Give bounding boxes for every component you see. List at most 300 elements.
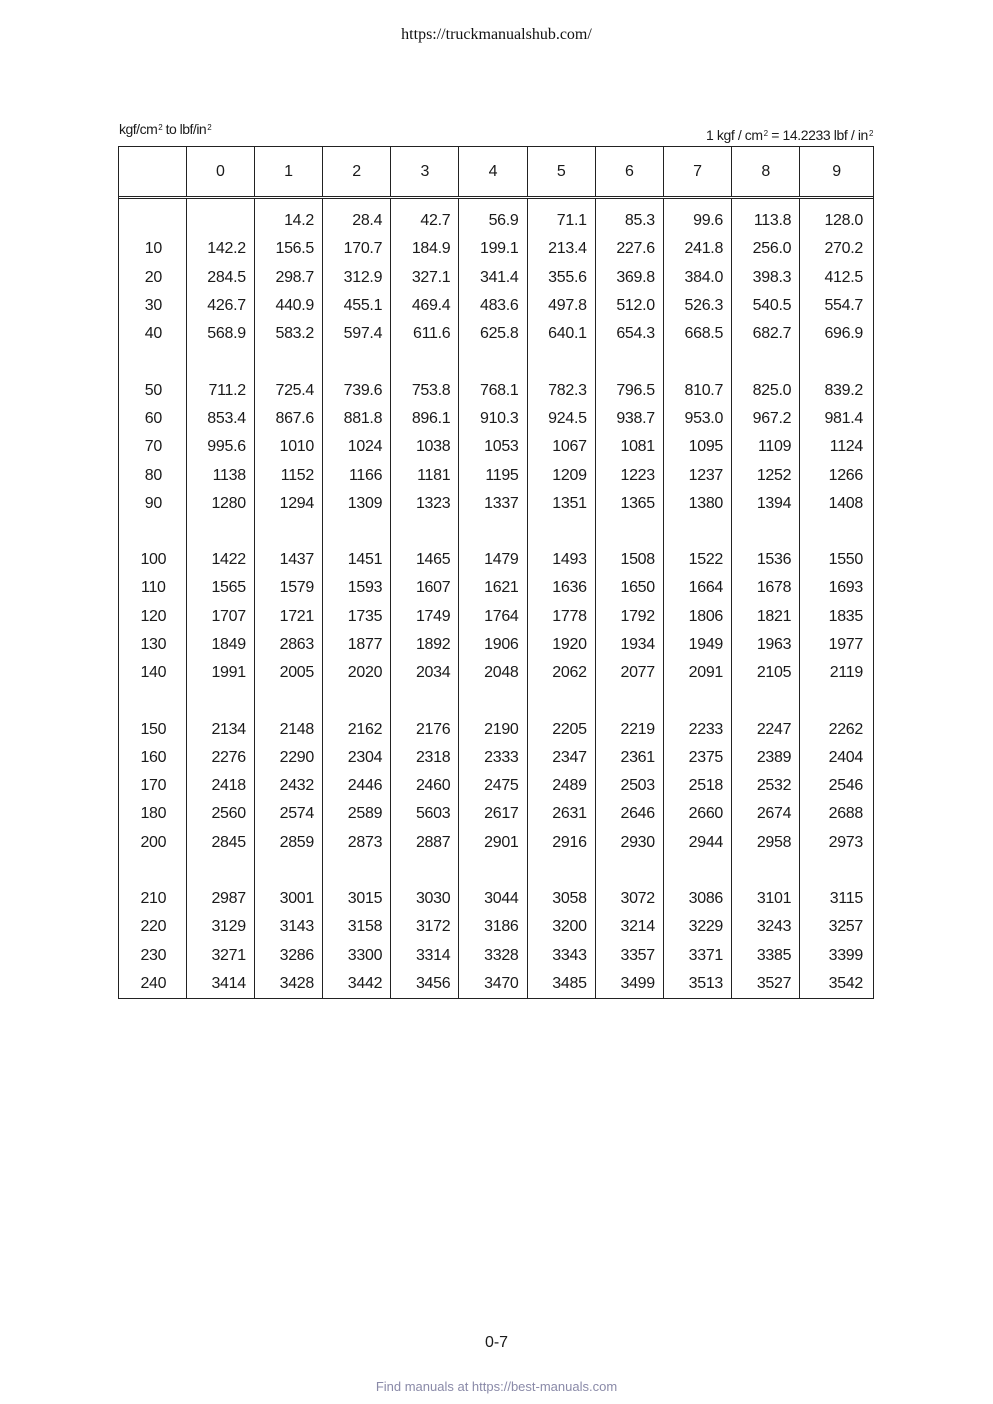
row-label: 80 [119, 461, 186, 489]
table-cell: 540.5 [732, 292, 800, 320]
table-cell: 142.2 [186, 235, 254, 263]
table-cell: 3527 [732, 970, 800, 998]
table-row [119, 772, 873, 800]
table-cell: 3186 [459, 913, 527, 941]
table-cell: 3086 [663, 885, 731, 913]
table-cell: 1550 [828, 551, 863, 569]
table-cell: 1735 [323, 603, 391, 631]
table-cell: 1280 [186, 490, 254, 518]
table-cell: 2944 [663, 829, 731, 857]
table-cell: 995.6 [186, 433, 254, 461]
table-cell: 1309 [323, 490, 391, 518]
table-cell: 611.6 [391, 320, 459, 348]
column-header: 1 [254, 147, 322, 198]
table-cell: 3257 [828, 918, 863, 936]
column-header: 8 [732, 147, 800, 198]
table-title [119, 121, 211, 137]
column-header: 9 [800, 147, 873, 198]
table-cell: 3542 [828, 974, 863, 992]
table-cell: 2863 [254, 631, 322, 659]
table-cell: 483.6 [459, 292, 527, 320]
column-header: 5 [527, 147, 595, 198]
group-spacer [119, 857, 873, 885]
column-header: 6 [595, 147, 663, 198]
table-row [119, 603, 873, 631]
table-cell: 597.4 [323, 320, 391, 348]
row-label: 140 [119, 659, 186, 687]
table-cell: 2005 [254, 659, 322, 687]
table-cell: 1493 [527, 546, 595, 574]
table-cell: 2077 [595, 659, 663, 687]
table-cell: 2460 [391, 772, 459, 800]
table-cell: 5603 [391, 800, 459, 828]
table-cell: 2119 [829, 664, 863, 682]
table-cell: 3200 [527, 913, 595, 941]
table-cell: 2247 [732, 715, 800, 743]
row-label: 110 [119, 574, 186, 602]
table-cell: 981.4 [824, 409, 863, 427]
row-label: 90 [119, 490, 186, 518]
table-cell: 782.3 [527, 376, 595, 404]
row-label: 240 [119, 970, 186, 998]
table-cell: 3214 [595, 913, 663, 941]
table-cell: 3001 [254, 885, 322, 913]
table-cell: 3485 [527, 970, 595, 998]
table-cell: 2276 [186, 744, 254, 772]
table-header-row [119, 147, 873, 198]
row-label: 70 [119, 433, 186, 461]
table-cell: 2646 [595, 800, 663, 828]
table-cell: 1380 [663, 490, 731, 518]
table-cell: 1792 [595, 603, 663, 631]
table-cell: 312.9 [323, 264, 391, 292]
table-row [119, 942, 873, 970]
table-cell: 1408 [828, 494, 863, 512]
table-cell: 768.1 [459, 376, 527, 404]
table-cell: 2631 [527, 800, 595, 828]
table-row [119, 574, 873, 602]
table-cell: 341.4 [459, 264, 527, 292]
table-body [119, 198, 873, 999]
table-cell: 2916 [527, 829, 595, 857]
table-cell: 3030 [391, 885, 459, 913]
table-cell: 867.6 [254, 405, 322, 433]
table-cell: 924.5 [527, 405, 595, 433]
table-cell: 1764 [459, 603, 527, 631]
table-cell: 2574 [254, 800, 322, 828]
table-cell: 2105 [732, 659, 800, 687]
table-row [119, 320, 873, 348]
table-cell: 398.3 [732, 264, 800, 292]
table-cell: 1294 [254, 490, 322, 518]
row-label: 30 [119, 292, 186, 320]
table-row [119, 198, 873, 236]
table-cell: 440.9 [254, 292, 322, 320]
table-cell: 810.7 [663, 376, 731, 404]
table-cell: 1252 [732, 461, 800, 489]
table-cell: 1693 [828, 579, 863, 597]
title-to-unit: to lbf/in [162, 121, 207, 137]
table-cell: 2020 [323, 659, 391, 687]
table-cell: 2347 [527, 744, 595, 772]
table-cell: 1465 [391, 546, 459, 574]
table-cell: 1977 [828, 636, 863, 653]
table-cell: 3044 [459, 885, 527, 913]
table-cell: 3143 [254, 913, 322, 941]
formula-left: 1 kgf / cm [705, 127, 763, 143]
table-cell: 1593 [323, 574, 391, 602]
title-superscript-2: 2 [207, 123, 212, 132]
table-cell: 2333 [459, 744, 527, 772]
table-cell: 3499 [595, 970, 663, 998]
table-cell: 739.6 [323, 376, 391, 404]
table-cell: 1365 [595, 490, 663, 518]
table-cell: 2205 [527, 715, 595, 743]
row-label: 10 [119, 235, 186, 263]
page-number: 0-7 [484, 1334, 509, 1351]
table-cell: 3072 [595, 885, 663, 913]
table-cell: 2290 [254, 744, 322, 772]
table-cell: 2404 [828, 748, 863, 766]
table-cell: 1707 [186, 603, 254, 631]
table-cell: 2930 [595, 829, 663, 857]
table-cell: 3158 [323, 913, 391, 941]
formula-superscript-2: 2 [868, 129, 873, 138]
table-cell: 1621 [459, 574, 527, 602]
table-cell: 3129 [186, 913, 254, 941]
table-cell: 2148 [254, 715, 322, 743]
table-cell: 497.8 [527, 292, 595, 320]
table-cell: 2432 [254, 772, 322, 800]
row-label: 160 [119, 744, 186, 772]
table-cell: 526.3 [663, 292, 731, 320]
table-row [119, 829, 873, 857]
row-label: 120 [119, 603, 186, 631]
table-cell: 625.8 [459, 320, 527, 348]
row-label: 220 [119, 913, 186, 941]
table-cell: 1067 [527, 433, 595, 461]
table-cell: 938.7 [595, 405, 663, 433]
table-cell: 3456 [391, 970, 459, 998]
table-cell: 284.5 [186, 264, 254, 292]
table-cell: 2546 [828, 777, 863, 795]
table-cell: 2048 [459, 659, 527, 687]
table-cell: 1835 [828, 607, 863, 625]
table-cell: 1209 [527, 461, 595, 489]
table-cell: 881.8 [323, 405, 391, 433]
row-label: 170 [119, 772, 186, 800]
table-cell: 1522 [663, 546, 731, 574]
table-cell: 327.1 [391, 264, 459, 292]
table-cell: 2532 [732, 772, 800, 800]
table-cell: 1664 [663, 574, 731, 602]
table-cell: 56.9 [459, 198, 527, 236]
table-row [119, 433, 873, 461]
table-cell: 3058 [527, 885, 595, 913]
table-cell: 2958 [732, 829, 800, 857]
row-label: 50 [119, 376, 186, 404]
row-label: 180 [119, 800, 186, 828]
table-cell: 796.5 [595, 376, 663, 404]
table-cell: 1920 [527, 631, 595, 659]
row-label: 130 [119, 631, 186, 659]
table-cell: 1337 [459, 490, 527, 518]
table-cell: 1877 [323, 631, 391, 659]
table-cell: 568.9 [186, 320, 254, 348]
table-cell: 711.2 [186, 376, 254, 404]
table-cell: 2987 [186, 885, 254, 913]
table-cell: 3428 [254, 970, 322, 998]
table-cell: 896.1 [391, 405, 459, 433]
table-cell: 426.7 [186, 292, 254, 320]
table-cell: 1038 [391, 433, 459, 461]
row-label: 230 [119, 942, 186, 970]
column-header [119, 147, 186, 198]
table-cell: 682.7 [732, 320, 800, 348]
row-label: 60 [119, 405, 186, 433]
table-cell: 455.1 [323, 292, 391, 320]
group-spacer [119, 348, 873, 376]
table-cell: 1749 [391, 603, 459, 631]
table-row [119, 885, 873, 913]
table-cell: 853.4 [186, 405, 254, 433]
table-cell: 2475 [459, 772, 527, 800]
table-cell: 256.0 [732, 235, 800, 263]
table-cell: 1607 [391, 574, 459, 602]
row-label: 100 [119, 546, 186, 574]
table-cell: 2617 [459, 800, 527, 828]
table-cell: 2859 [254, 829, 322, 857]
table-cell: 2518 [663, 772, 731, 800]
table-cell: 3101 [732, 885, 800, 913]
table-cell: 28.4 [323, 198, 391, 236]
table-cell: 3343 [527, 942, 595, 970]
table-cell: 3314 [391, 942, 459, 970]
table-cell: 241.8 [663, 235, 731, 263]
table-cell: 42.7 [391, 198, 459, 236]
table-cell: 2489 [527, 772, 595, 800]
table-cell: 170.7 [323, 235, 391, 263]
table-cell: 1195 [459, 461, 527, 489]
table-row [119, 715, 873, 743]
table-cell: 554.7 [824, 297, 863, 315]
table-row [119, 461, 873, 489]
table-cell: 953.0 [663, 405, 731, 433]
table-cell: 2318 [391, 744, 459, 772]
table-cell: 113.8 [732, 198, 800, 236]
conversion-table [118, 146, 874, 999]
row-label: 40 [119, 320, 186, 348]
table-cell: 3015 [323, 885, 391, 913]
table-cell: 2262 [828, 720, 863, 738]
table-cell: 2688 [828, 805, 863, 823]
table-cell: 2446 [323, 772, 391, 800]
table-cell: 213.4 [527, 235, 595, 263]
table-cell: 369.8 [595, 264, 663, 292]
table-cell: 270.2 [824, 240, 863, 258]
row-label: 200 [119, 829, 186, 857]
table-cell: 1849 [186, 631, 254, 659]
table-cell: 3442 [323, 970, 391, 998]
table-cell: 2674 [732, 800, 800, 828]
row-label: 210 [119, 885, 186, 913]
table-cell: 3172 [391, 913, 459, 941]
group-spacer [119, 518, 873, 546]
title-from-unit: kgf/cm [119, 121, 158, 137]
table-cell: 85.3 [595, 198, 663, 236]
table-cell: 3271 [186, 942, 254, 970]
table-cell: 1181 [391, 461, 459, 489]
table-cell: 839.2 [824, 381, 863, 399]
formula-right: = 14.2233 lbf / in [767, 127, 868, 143]
table-cell: 2375 [663, 744, 731, 772]
table-cell: 2233 [663, 715, 731, 743]
table-cell: 1963 [732, 631, 800, 659]
table-row [119, 970, 873, 998]
table-cell: 199.1 [459, 235, 527, 263]
table-cell: 1081 [595, 433, 663, 461]
table-cell: 2845 [186, 829, 254, 857]
table-cell: 2973 [828, 833, 863, 851]
table-row [119, 800, 873, 828]
column-header: 0 [186, 147, 254, 198]
table-cell: 2034 [391, 659, 459, 687]
table-cell: 3513 [663, 970, 731, 998]
table-cell: 1053 [459, 433, 527, 461]
table-cell: 1778 [527, 603, 595, 631]
table-cell: 1579 [254, 574, 322, 602]
table-cell: 2091 [663, 659, 731, 687]
table-cell: 1095 [663, 433, 731, 461]
table-cell: 1223 [595, 461, 663, 489]
table-row [119, 405, 873, 433]
table-cell: 1237 [663, 461, 731, 489]
table-cell: 1906 [459, 631, 527, 659]
table-row [119, 292, 873, 320]
table-cell: 2873 [323, 829, 391, 857]
table-cell: 753.8 [391, 376, 459, 404]
table-cell: 3399 [828, 946, 863, 964]
table-cell: 2901 [459, 829, 527, 857]
table-cell: 1821 [732, 603, 800, 631]
table-cell: 2660 [663, 800, 731, 828]
table-cell: 2162 [323, 715, 391, 743]
footer-link[interactable]: Find manuals at https://best-manuals.com [375, 1379, 618, 1394]
table-cell: 469.4 [391, 292, 459, 320]
table-cell: 3300 [323, 942, 391, 970]
table-cell: 2176 [391, 715, 459, 743]
table-cell: 1536 [732, 546, 800, 574]
table-cell: 2134 [186, 715, 254, 743]
table-cell: 1678 [732, 574, 800, 602]
table-cell: 1636 [527, 574, 595, 602]
table-row [119, 376, 873, 404]
column-header: 7 [663, 147, 731, 198]
table-cell: 3286 [254, 942, 322, 970]
table-cell: 3371 [663, 942, 731, 970]
table-cell: 3229 [663, 913, 731, 941]
table-cell: 967.2 [732, 405, 800, 433]
table-row [119, 490, 873, 518]
table-cell: 654.3 [595, 320, 663, 348]
table-cell: 1024 [323, 433, 391, 461]
table-cell: 71.1 [527, 198, 595, 236]
table-cell: 355.6 [527, 264, 595, 292]
table-cell: 2418 [186, 772, 254, 800]
table-cell [186, 198, 254, 236]
table-cell: 1721 [254, 603, 322, 631]
table-cell: 696.9 [824, 325, 863, 343]
table-cell: 1394 [732, 490, 800, 518]
table-cell: 1124 [829, 438, 863, 456]
table-cell: 2887 [391, 829, 459, 857]
table-row [119, 659, 873, 687]
table-cell: 1479 [459, 546, 527, 574]
table-cell: 384.0 [663, 264, 731, 292]
table-cell: 3470 [459, 970, 527, 998]
table-cell: 128.0 [824, 212, 863, 230]
table-cell: 910.3 [459, 405, 527, 433]
table-cell: 3328 [459, 942, 527, 970]
table-cell: 3385 [732, 942, 800, 970]
table-row [119, 631, 873, 659]
table-cell: 640.1 [527, 320, 595, 348]
table-cell: 512.0 [595, 292, 663, 320]
table-cell: 1109 [732, 433, 800, 461]
table-cell: 3243 [732, 913, 800, 941]
title-superscript: 2 [158, 123, 163, 132]
table-cell: 2361 [595, 744, 663, 772]
table-row [119, 546, 873, 574]
table-cell: 583.2 [254, 320, 322, 348]
table-cell: 298.7 [254, 264, 322, 292]
table-cell: 2503 [595, 772, 663, 800]
table-row [119, 235, 873, 263]
table-cell: 3115 [829, 890, 863, 908]
table-cell: 3357 [595, 942, 663, 970]
table-row [119, 913, 873, 941]
table-cell: 668.5 [663, 320, 731, 348]
table-cell: 1892 [391, 631, 459, 659]
table-cell: 2190 [459, 715, 527, 743]
table-cell: 184.9 [391, 235, 459, 263]
table-cell: 1451 [323, 546, 391, 574]
table-cell: 1010 [254, 433, 322, 461]
table-cell: 2560 [186, 800, 254, 828]
table-cell: 1934 [595, 631, 663, 659]
header-url: https://truckmanualshub.com/ [401, 26, 592, 43]
table-cell: 3414 [186, 970, 254, 998]
table-cell: 2062 [527, 659, 595, 687]
table-cell: 1138 [186, 461, 254, 489]
table-cell: 1437 [254, 546, 322, 574]
table-cell: 412.5 [824, 268, 863, 286]
row-label: 20 [119, 264, 186, 292]
table-cell: 725.4 [254, 376, 322, 404]
table-cell: 227.6 [595, 235, 663, 263]
table-cell: 1422 [186, 546, 254, 574]
column-header: 2 [323, 147, 391, 198]
group-spacer [119, 687, 873, 715]
table-cell: 1266 [828, 466, 863, 484]
table-row [119, 744, 873, 772]
table-cell: 99.6 [663, 198, 731, 236]
table-cell: 156.5 [254, 235, 322, 263]
conversion-formula [706, 127, 873, 143]
table-cell: 1508 [595, 546, 663, 574]
row-label [119, 198, 186, 236]
formula-superscript: 2 [763, 129, 768, 138]
